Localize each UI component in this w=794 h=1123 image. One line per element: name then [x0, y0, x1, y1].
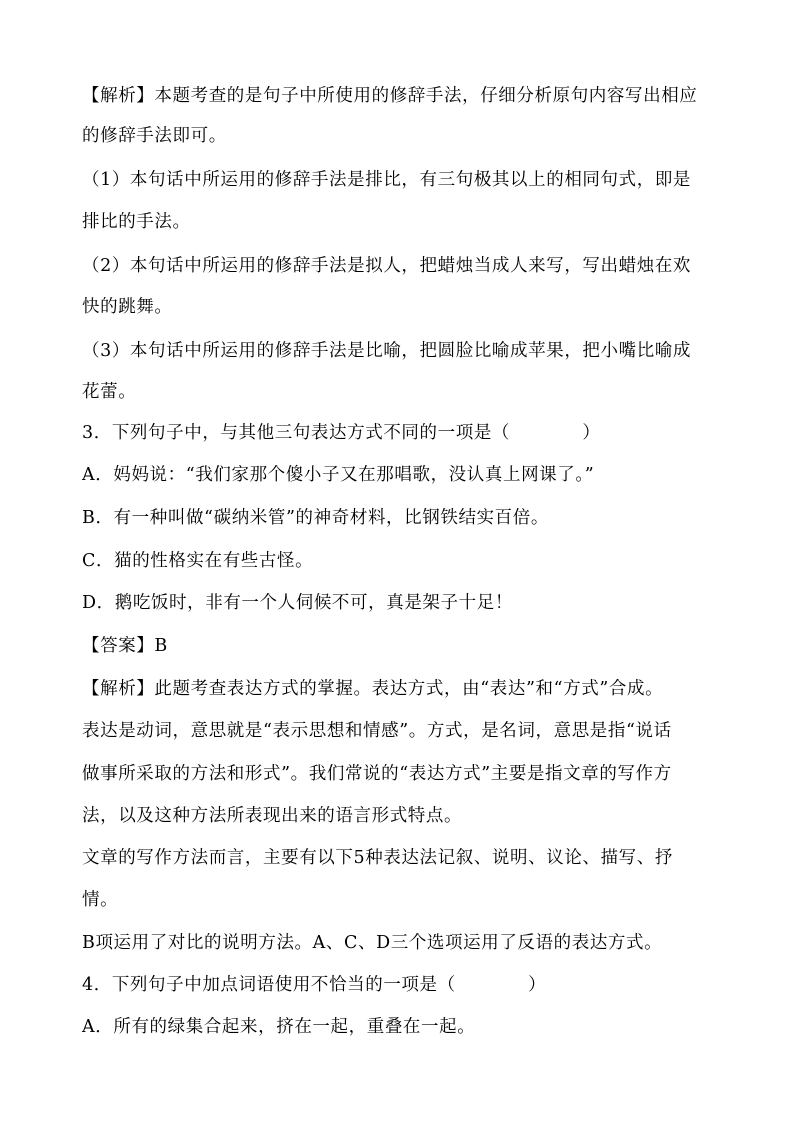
analysis-2-line-1: 【解析】此题考查表达方式的掌握。表达方式，由“表达”和“方式”合成。	[82, 679, 664, 699]
question-4-option-a: A．所有的绿集合起来，挤在一起，重叠在一起。	[82, 1017, 476, 1037]
item-1-line-2: 排比的手法。	[82, 212, 191, 232]
question-3-stem: 3．下列句子中，与其他三句表达方式不同的一项是（ ）	[82, 423, 601, 443]
analysis-2-line-3: 做事所采取的方法和形式”。我们常说的“表达方式”主要是指文章的写作方	[82, 764, 672, 784]
item-2-line-2: 快的跳舞。	[82, 297, 173, 317]
question-3-option-a: A．妈妈说：“我们家那个傻小子又在那唱歌，没认真上网课了。”	[82, 465, 595, 485]
analysis-paragraph-line-2: 的修辞手法即可。	[82, 126, 227, 146]
analysis-2-line-4: 法，以及这种方法所表现出来的语言形式特点。	[82, 806, 463, 826]
analysis-2-line-2: 表达是动词，意思就是“表示思想和情感”。方式，是名词，意思是指“说话	[82, 721, 672, 741]
analysis-2-line-6: 情。	[82, 890, 119, 910]
item-2-line-1: （2）本句话中所运用的修辞手法是拟人，把蜡烛当成人来写，写出蜡烛在欢	[82, 256, 692, 276]
analysis-2-line-7: B项运用了对比的说明方法。A、C、D三个选项运用了反语的表达方式。	[82, 933, 663, 953]
item-3-line-1: （3）本句话中所运用的修辞手法是比喻，把圆脸比喻成苹果，把小嘴比喻成	[82, 341, 692, 361]
question-4-stem: 4．下列句子中加点词语使用不恰当的一项是（ ）	[82, 975, 547, 995]
question-3-option-c: C．猫的性格实在有些古怪。	[82, 551, 314, 571]
answer-label: 【答案】B	[82, 636, 168, 656]
question-3-option-d: D．鹅吃饭时，非有一个人伺候不可，真是架子十足！	[82, 593, 513, 613]
analysis-paragraph-line-1: 【解析】本题考查的是句子中所使用的修辞手法，仔细分析原句内容写出相应	[82, 86, 698, 106]
item-3-line-2: 花蕾。	[82, 382, 137, 402]
question-3-option-b: B．有一种叫做“碳纳米管”的神奇材料，比钢铁结实百倍。	[82, 508, 549, 528]
item-1-line-1: （1）本句话中所运用的修辞手法是排比，有三句极其以上的相同句式，即是	[82, 170, 692, 190]
analysis-2-line-5: 文章的写作方法而言，主要有以下5种表达法记叙、说明、议论、描写、抒	[82, 848, 673, 868]
